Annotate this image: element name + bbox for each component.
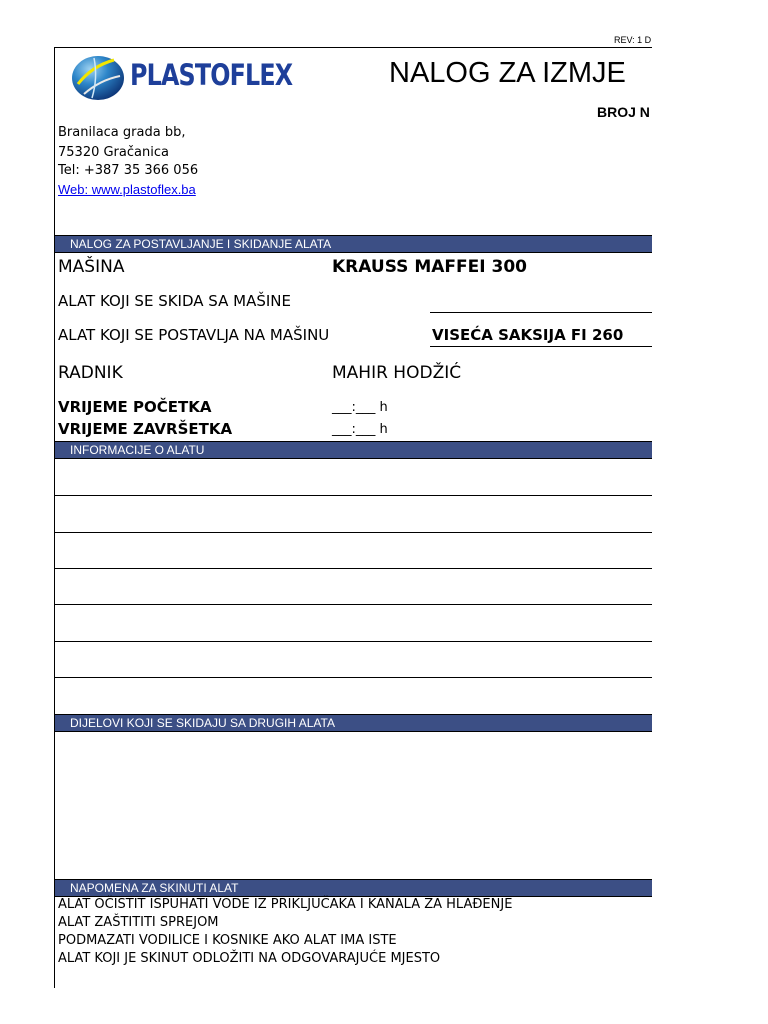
start-time-label: VRIJEME POČETKA bbox=[58, 398, 212, 416]
note-item: ALAT ZAŠTITITI SPREJOM bbox=[58, 915, 219, 930]
worker-label: RADNIK bbox=[58, 363, 123, 383]
end-time-label: VRIJEME ZAVRŠETKA bbox=[58, 420, 233, 438]
tool-removed-label: ALAT KOJI SE SKIDA SA MAŠINE bbox=[58, 292, 291, 310]
logo-text: PLASTOFLEX bbox=[130, 58, 293, 92]
machine-label: MAŠINA bbox=[58, 257, 125, 277]
website-link[interactable]: Web: www.plastoflex.ba bbox=[58, 182, 196, 197]
company-logo bbox=[70, 54, 310, 102]
tool-installed-label: ALAT KOJI SE POSTAVLJA NA MAŠINU bbox=[58, 326, 330, 344]
logo-globe-icon bbox=[70, 54, 126, 102]
note-item: ALAT OČISTIT ISPUHATI VODE IZ PRIKLJUČAKA I KANALA ZA HLAĐENJE bbox=[58, 897, 513, 912]
section-band-tool-setup: NALOG ZA POSTAVLJANJE I SKIDANJE ALATA bbox=[55, 235, 652, 253]
machine-value: KRAUSS MAFFEI 300 bbox=[332, 257, 527, 277]
address-phone: Tel: +387 35 366 056 bbox=[58, 163, 199, 178]
document-number-label: BROJ N bbox=[597, 104, 650, 120]
tool-installed-underline bbox=[430, 346, 652, 347]
worker-value: MAHIR HODŽIĆ bbox=[332, 363, 462, 383]
info-row-line bbox=[55, 604, 652, 605]
top-border bbox=[55, 47, 652, 48]
section-band-parts: DIJELOVI KOJI SE SKIDAJU SA DRUGIH ALATA bbox=[55, 714, 652, 732]
info-row-line bbox=[55, 677, 652, 678]
info-row-line bbox=[55, 568, 652, 569]
left-border bbox=[54, 47, 55, 988]
info-row-line bbox=[55, 532, 652, 533]
section-band-notes: NAPOMENA ZA SKINUTI ALAT bbox=[55, 879, 652, 897]
note-item: PODMAZATI VODILICE I KOSNIKE AKO ALAT IMA ISTE bbox=[58, 933, 397, 948]
address-city: 75320 Gračanica bbox=[58, 145, 169, 160]
revision-label: REV: 1 D bbox=[614, 35, 652, 45]
tool-installed-value: VISEĆA SAKSIJA FI 260 bbox=[432, 326, 624, 344]
tool-removed-underline bbox=[430, 312, 652, 313]
document-title: NALOG ZA IZMJE bbox=[389, 57, 626, 89]
address-street: Branilaca grada bb, bbox=[58, 125, 186, 140]
end-time-value: ___:___ h bbox=[332, 422, 388, 437]
note-item: ALAT KOJI JE SKINUT ODLOŽITI NA ODGOVARAJUĆE MJESTO bbox=[58, 951, 441, 966]
info-row-line bbox=[55, 641, 652, 642]
start-time-value: ___:___ h bbox=[332, 400, 388, 415]
info-row-line bbox=[55, 495, 652, 496]
section-band-tool-info: INFORMACIJE O ALATU bbox=[55, 441, 652, 459]
